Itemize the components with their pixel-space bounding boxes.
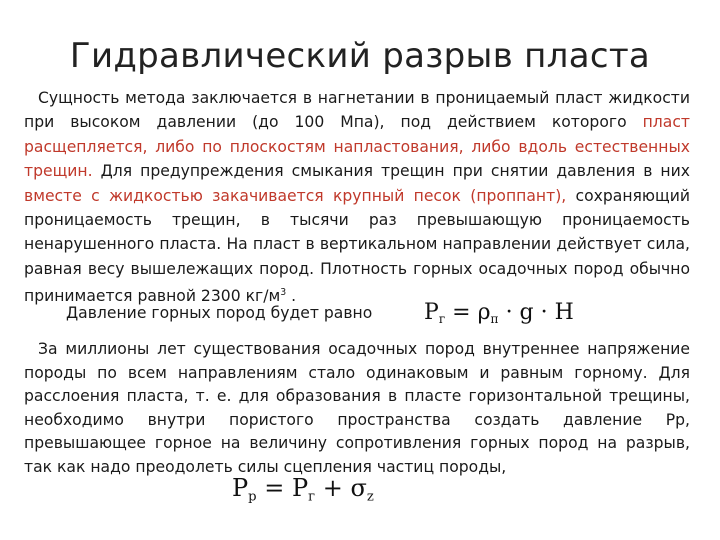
f2-p: P: [291, 474, 309, 502]
pressure-statement: Давление горных пород будет равно: [66, 304, 373, 322]
p1-text-2: Для предупреждения смыкания трещин при снятии давления в них: [92, 162, 690, 181]
paragraph-method: [24, 86, 690, 309]
f1-eq: =: [445, 300, 478, 325]
f2-lhs: P: [232, 474, 249, 502]
p1-text-3: сохраняющий проницаемость трещин, в тысячи раз превышающую проницаемость ненарушенного пласта. На пласт в вертикальном направлении действует сила, равная весу вышележащих пород. Плотность горных осадочных пород обычно принимается равной 2300 кг/м: [24, 186, 690, 306]
p1-end: .: [286, 287, 297, 306]
f1-rho-sub: п: [490, 312, 499, 327]
formula-rock-pressure: [424, 300, 574, 326]
p1-text-1: Сущность метода заключается в нагнетании в проницаемый пласт жидкости при высоком давлении (до 100 Мпа), под действием которого: [24, 89, 690, 132]
f2-plus: +: [315, 474, 351, 502]
paragraph-stress: За миллионы лет существования осадочных пород внутреннее напряжение породы по всем направлениям стало одинаковым и равным горному. Для расслоения пласта, т. е. для образования в пласте горизонтальной трещины, необходимо внутри пористого пространства создать давление Рр, превышающее горное на величину сопротивления горных пород на разрыв, так как надо преодолеть силы сцепления частиц породы,: [24, 340, 690, 476]
f2-sigma-sub: z: [366, 489, 374, 505]
f2-lhs-sub: р: [248, 489, 257, 505]
slide-title: Гидравлический разрыв пласта: [69, 36, 651, 76]
p1-highlight-2: вместе с жидкостью закачивается крупный песок (проппант),: [24, 186, 567, 205]
f1-rho: ρ: [477, 300, 491, 325]
f2-eq: =: [256, 474, 292, 502]
p1-highlight-1: пласт расщепляется, либо по плоскостям напластования, либо вдоль естественных трещин.: [24, 113, 690, 181]
f1-lhs: P: [424, 300, 439, 325]
f2-p-sub: г: [308, 489, 316, 505]
f2-sigma: σ: [350, 474, 367, 502]
p1-exponent: 3: [280, 287, 287, 299]
f1-rest: · g · H: [498, 300, 574, 325]
formula-fracture-pressure: [232, 474, 374, 505]
f1-lhs-sub: г: [438, 312, 446, 327]
